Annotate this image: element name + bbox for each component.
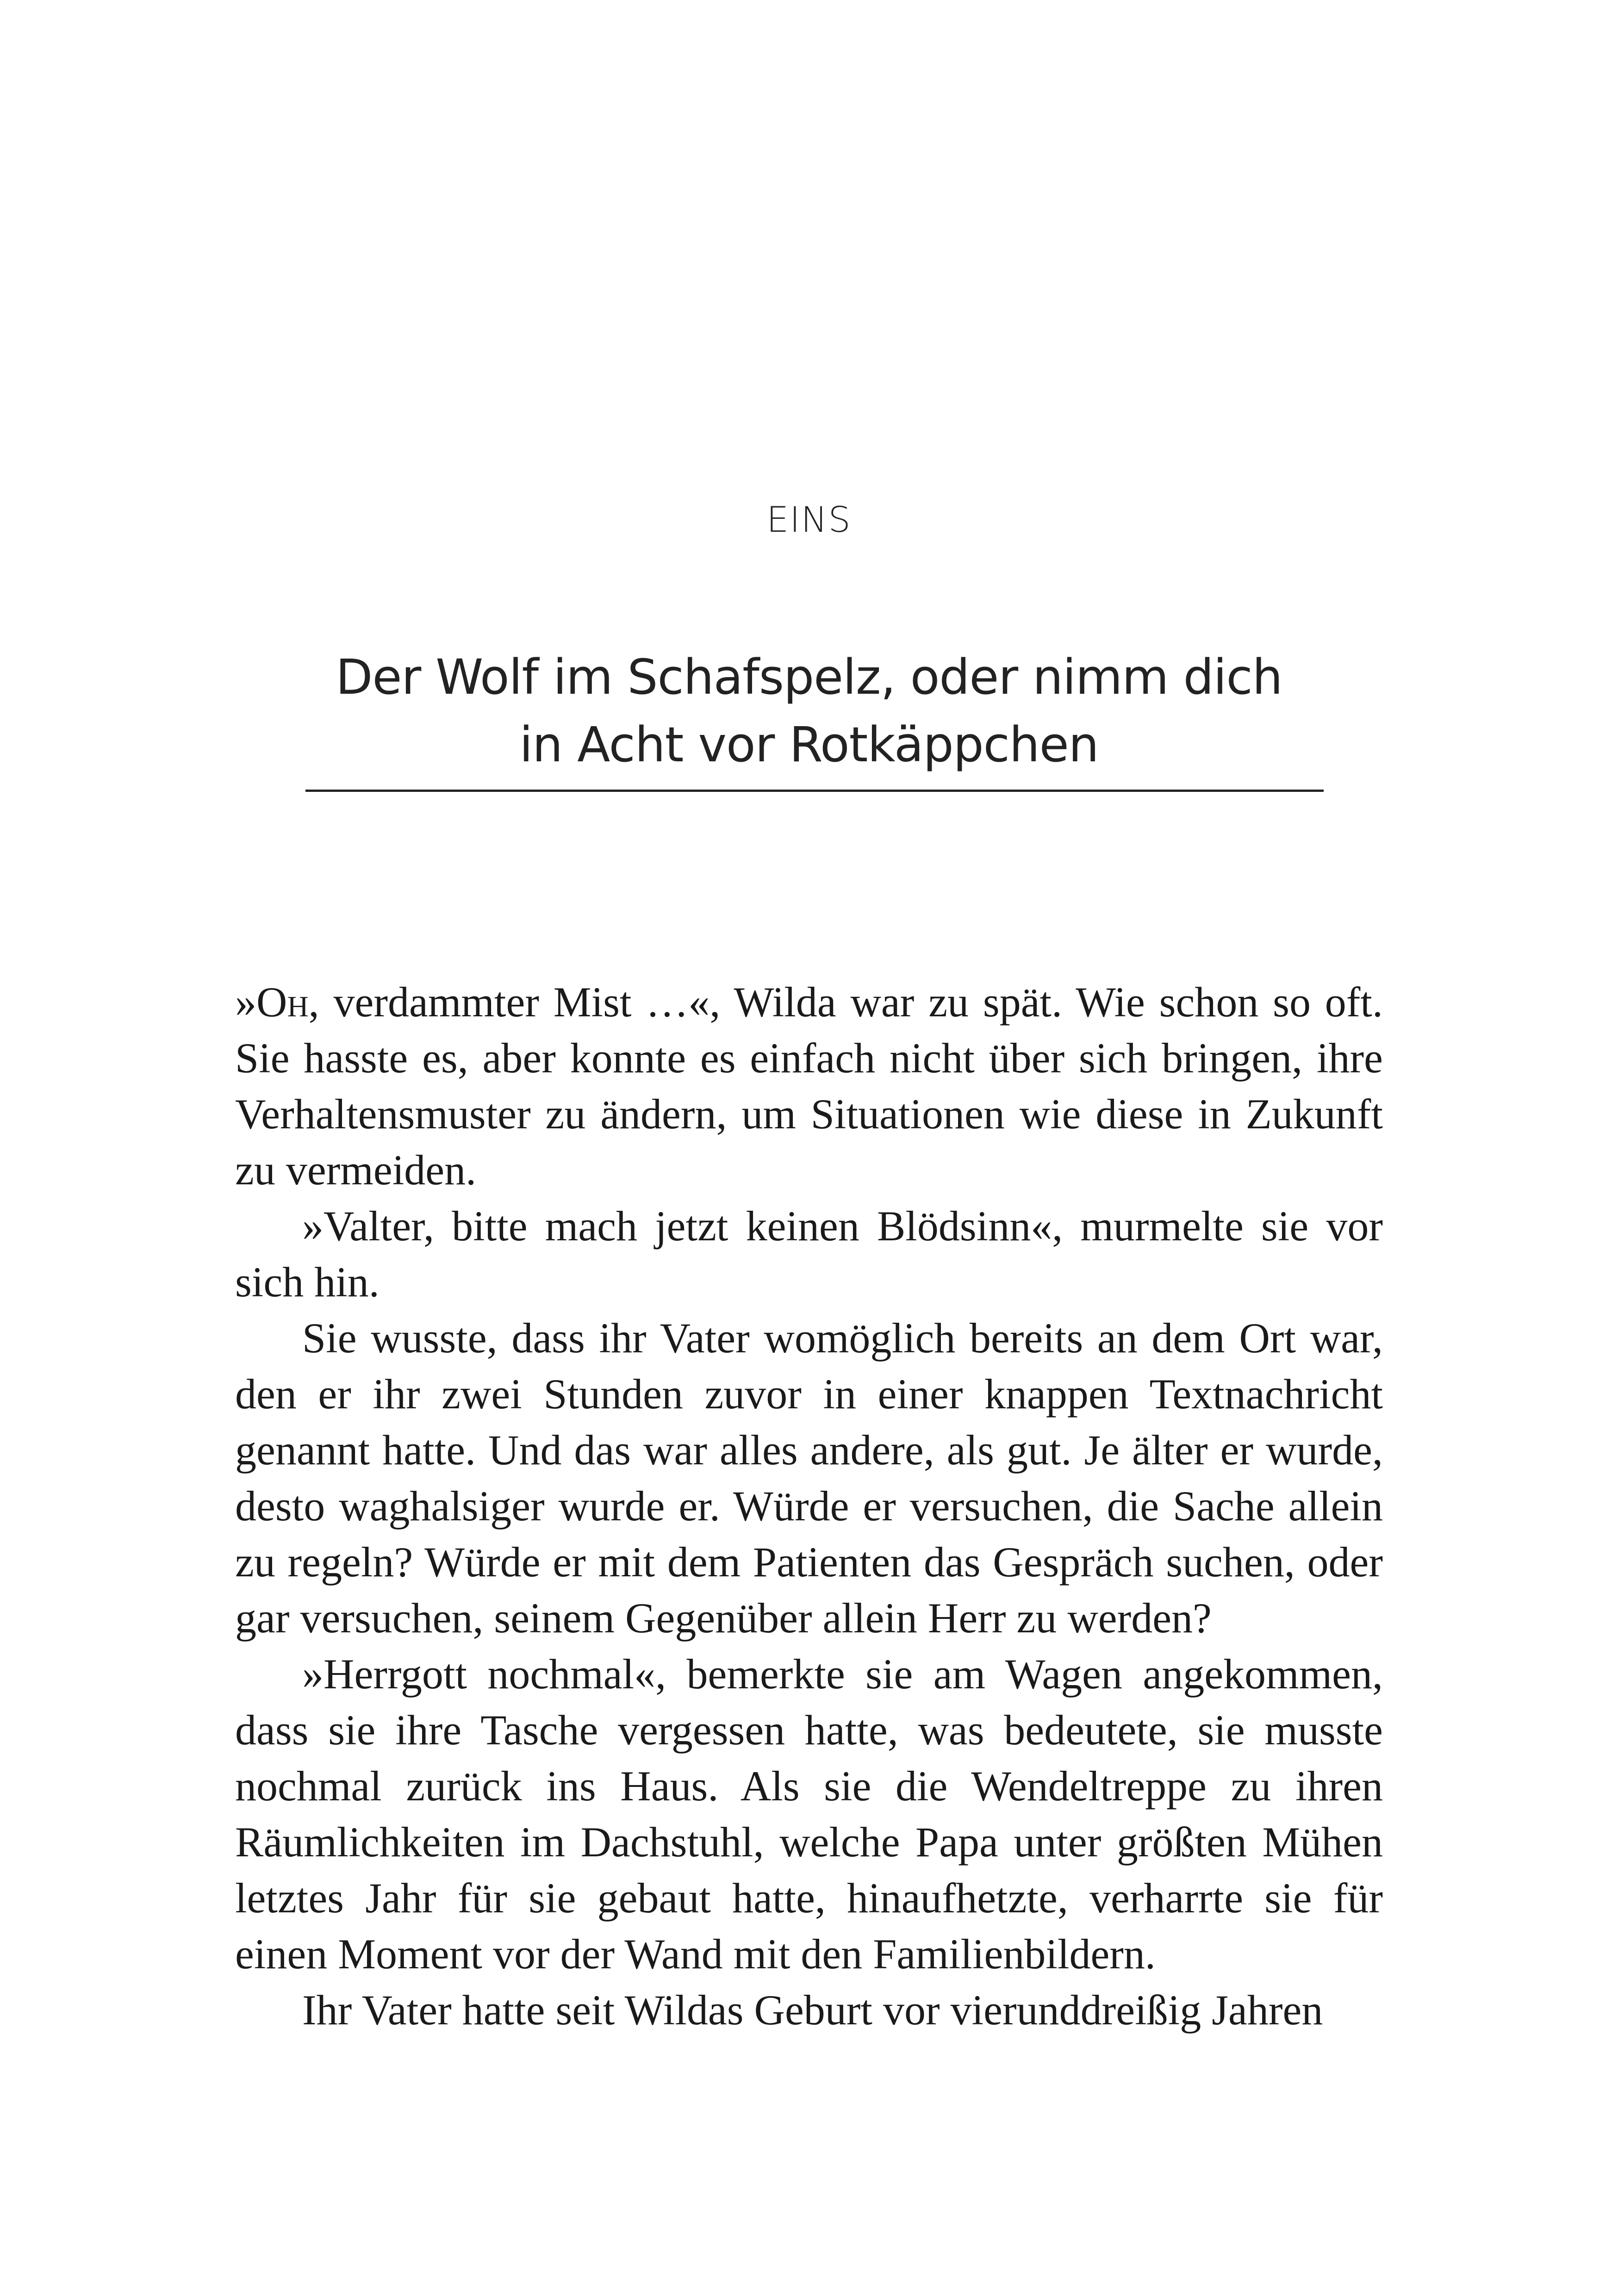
paragraph-2: »Valter, bitte mach jetzt keinen Blödsinn«, murmelte sie vor sich hin. <box>235 1202 1383 1306</box>
paragraph-3: Sie wusste, dass ihr Vater womöglich bereits an dem Ort war, den er ihr zwei Stunden zuvor in einer knappen Textnachricht genannt hatte. Und das war alles andere, als gut. Je älter er wurde, desto waghalsiger wurde er. Würde er versuchen, die Sache allein zu regeln? Würde er mit dem Patienten das Gespräch suchen, oder gar versuchen, seinem Gegenüber allein Herr zu werden? <box>235 1314 1383 1642</box>
chapter-title-line-2: in Acht vor Rotkäppchen <box>519 716 1099 773</box>
chapter-number: EINS <box>766 499 852 540</box>
body-text <box>235 974 1383 2038</box>
opening-quote: » <box>235 978 256 1026</box>
paragraph-1-text: , verdammter Mist …«, Wilda war zu spät. Wie schon so oft. Sie hasste es, aber konnte es einfach nicht über sich bringen, ihre Verhaltensmuster zu ändern, um Situationen wie diese in Zukunft zu vermeiden. <box>235 978 1383 1194</box>
opening-word-smallcaps: Oh <box>256 978 309 1026</box>
paragraph-4: »Herrgott nochmal«, bemerkte sie am Wagen angekommen, dass sie ihre Tasche vergessen hatte, was bedeutete, sie musste nochmal zurück ins Haus. Als sie die Wendeltreppe zu ihren Räumlichkeiten im Dachstuhl, welche Papa unter größten Mühen letztes Jahr für sie gebaut hatte, hinaufhetzte, verharrte sie für einen Moment vor der Wand mit den Familienbildern. <box>235 1650 1383 1978</box>
chapter-title <box>0 643 1618 778</box>
title-underline-rule <box>305 790 1324 792</box>
chapter-title-line-1: Der Wolf im Schafspelz, oder nimm dich <box>336 649 1282 705</box>
paragraph-1 <box>235 974 1383 1198</box>
paragraph-5: Ihr Vater hatte seit Wildas Geburt vor vierunddreißig Jahren <box>302 1986 1323 2034</box>
